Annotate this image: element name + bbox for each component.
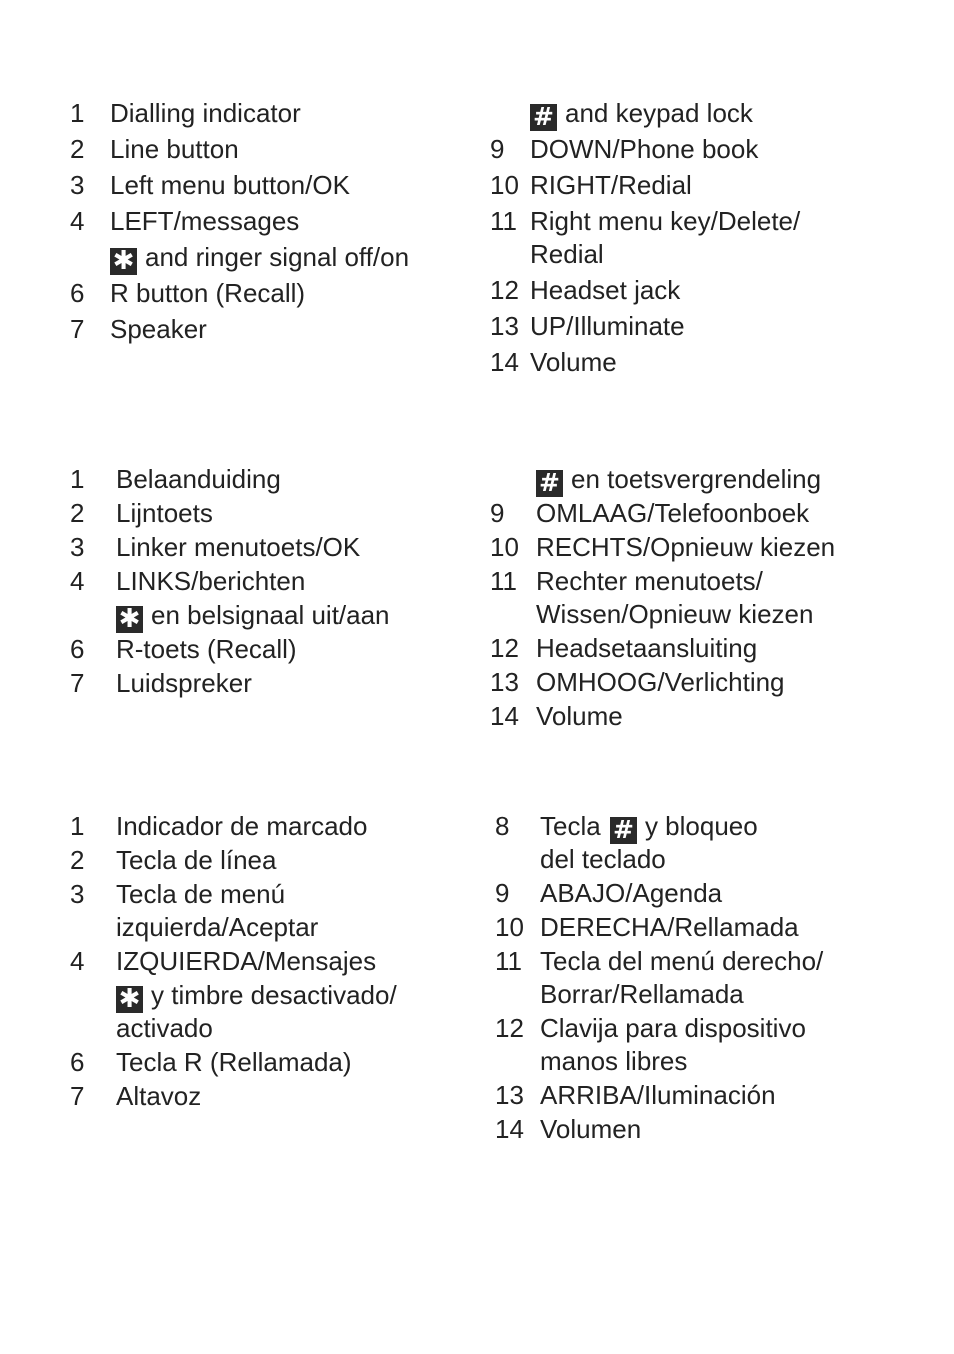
hash-key-icon: # [610, 817, 637, 844]
list-item: 11 Rechter menutoets/ Wissen/Opnieuw kiezen [490, 566, 814, 629]
spanish-left-list [70, 809, 470, 1113]
hash-key-icon: # [530, 104, 557, 131]
list-item: 14 Volume [490, 701, 623, 731]
list-item: # en toetsvergrendeling [490, 462, 940, 496]
english-right-list [490, 96, 930, 381]
dutch-left-list [70, 462, 470, 700]
list-item: 13 UP/Illuminate [490, 311, 685, 341]
list-item: 3 Linker menutoets/OK [70, 532, 361, 562]
spanish-right-list [495, 809, 935, 1146]
list-item: 1 Indicador de marcado [70, 811, 368, 841]
list-item: 1 Dialling indicator [70, 98, 301, 128]
list-item: 4 LINKS/berichten [70, 566, 306, 596]
list-item: 2 Line button [70, 134, 239, 164]
list-item: 12 Headsetaansluiting [490, 633, 758, 663]
list-item: 1 Belaanduiding [70, 464, 281, 494]
list-item: ✱ and ringer signal off/on [70, 240, 470, 276]
list-item: 2 Lijntoets [70, 498, 213, 528]
list-item: 7 Speaker [70, 314, 207, 344]
list-item: 9 ABAJO/Agenda [495, 878, 723, 908]
hash-key-icon: # [536, 470, 563, 497]
list-item: 4 IZQUIERDA/Mensajes [70, 946, 377, 976]
list-item: 9 DOWN/Phone book [490, 134, 759, 164]
list-item: 10 RIGHT/Redial [490, 170, 692, 200]
star-key-icon: ✱ [116, 986, 143, 1013]
list-item: 11 Right menu key/Delete/ Redial [490, 206, 801, 269]
list-item: 11 Tecla del menú derecho/ Borrar/Rellamada [495, 946, 824, 1009]
list-item: 10 RECHTS/Opnieuw kiezen [490, 532, 836, 562]
list-item: 12 Clavija para dispositivo manos libres [495, 1013, 806, 1076]
list-item: ✱ y timbre desactivado/ activado [116, 980, 397, 1043]
list-item: 14 Volume [490, 347, 617, 377]
list-item: 12 Headset jack [490, 275, 681, 305]
list-item: 6 Tecla R (Rellamada) [70, 1047, 352, 1077]
dutch-right-list [490, 462, 940, 733]
list-item: 14 Volumen [495, 1114, 642, 1144]
english-left-list [70, 96, 470, 348]
list-item: 9 OMLAAG/Telefoonboek [490, 498, 810, 528]
star-key-icon: ✱ [110, 248, 137, 275]
list-item: 6 R-toets (Recall) [70, 634, 297, 664]
list-item: 3 Tecla de menú izquierda/Aceptar [70, 879, 319, 942]
list-item: # and keypad lock [490, 96, 930, 132]
star-key-icon: ✱ [116, 606, 143, 633]
list-item: 13 ARRIBA/Iluminación [495, 1080, 776, 1110]
list-item: 4 LEFT/messages [70, 206, 300, 236]
list-item: 8 Tecla # y bloqueo del teclado [495, 811, 758, 874]
list-item: 3 Left menu button/OK [70, 170, 350, 200]
list-item: 2 Tecla de línea [70, 845, 277, 875]
list-item: 7 Altavoz [70, 1081, 202, 1111]
list-item: ✱ en belsignaal uit/aan [70, 598, 470, 632]
list-item: 10 DERECHA/Rellamada [495, 912, 799, 942]
list-item: 13 OMHOOG/Verlichting [490, 667, 785, 697]
list-item: 6 R button (Recall) [70, 278, 306, 308]
list-item: 7 Luidspreker [70, 668, 252, 698]
